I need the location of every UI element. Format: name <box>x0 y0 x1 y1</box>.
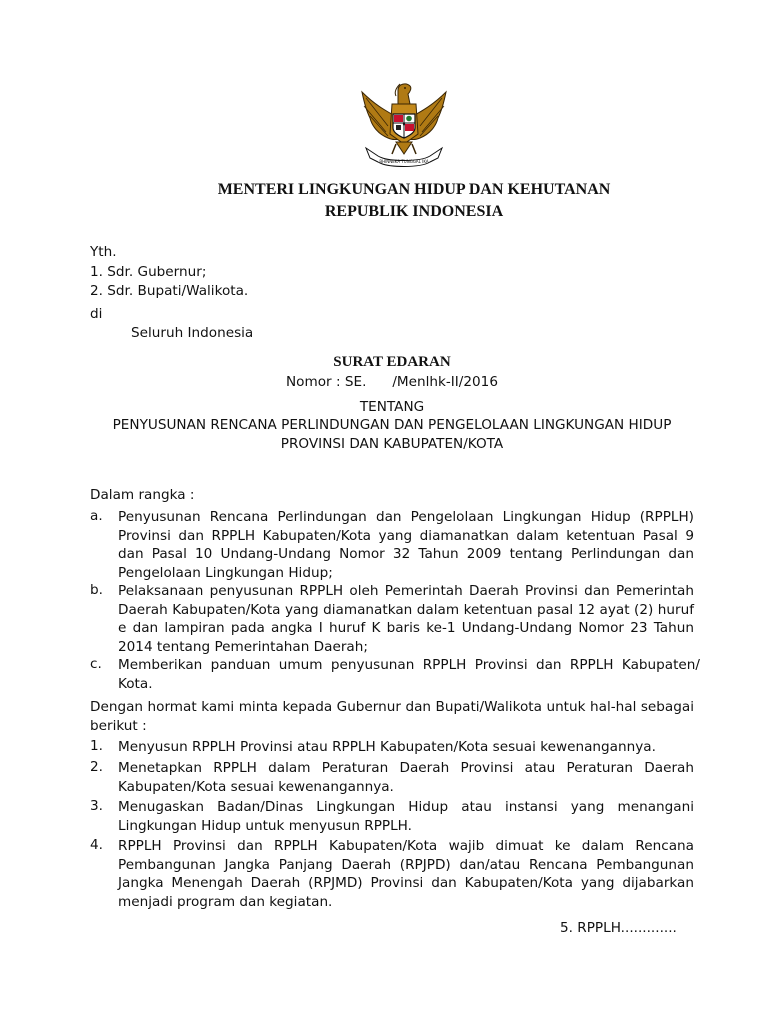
republic-title: REPUBLIK INDONESIA <box>324 203 504 220</box>
location-prefix: di <box>90 306 103 322</box>
document-number: Nomor : SE. /Menlhk-II/2016 <box>286 374 498 390</box>
garuda-pancasila-emblem <box>358 82 450 172</box>
salutation: Yth. <box>90 244 117 260</box>
instruction-text: Menetapkan RPPLH dalam Peraturan Daerah Provinsi atau Peraturan Daerah Kabupaten/Kota sesuai kewenangannya. <box>118 760 694 795</box>
instruction-marker: 3. <box>90 798 103 814</box>
consideration-text: Memberikan panduan umum penyusunan RPPLH Provinsi dan RPPLH Kabupaten/ Kota. <box>118 657 700 692</box>
page-continuation: 5. RPPLH............. <box>560 920 677 936</box>
location: Seluruh Indonesia <box>131 325 254 341</box>
subject-line-2: PROVINSI DAN KABUPATEN/KOTA <box>280 436 504 452</box>
ministry-title: MENTERI LINGKUNGAN HIDUP DAN KEHUTANAN <box>217 181 611 198</box>
recipient-governor: 1. Sdr. Gubernur; <box>90 264 207 280</box>
intro-text: Dalam rangka : <box>90 487 195 503</box>
consideration-marker: a. <box>90 508 103 524</box>
consideration-marker: c. <box>90 656 102 672</box>
emblem-motto: BHINNEKA TUNGGAL IKA <box>379 159 429 164</box>
instruction-text: RPPLH Provinsi dan RPPLH Kabupaten/Kota wajib dimuat ke dalam Rencana Pembangunan Jangka Panjang Daerah (RPJPD) dan/atau Rencana Pembangunan Jangka Menengah Daerah (RPJMD) Provinsi dan Kabupaten/Kota yang dijabarkan menjadi program dan kegiatan. <box>118 838 694 910</box>
instruction-text: Menugaskan Badan/Dinas Lingkungan Hidup atau instansi yang menangani Lingkungan Hidup untuk menyusun RPPLH. <box>118 799 694 834</box>
subject-line-1: PENYUSUNAN RENCANA PERLINDUNGAN DAN PENGELOLAAN LINGKUNGAN HIDUP <box>112 417 672 433</box>
consideration-text: Penyusunan Rencana Perlindungan dan Pengelolaan Lingkungan Hidup (RPPLH) Provinsi dan RPPLH Kabupaten/Kota yang diamanatkan dalam ketentuan Pasal 9 dan Pasal 10 Undang-Undang Nomor 32 Tahun 2009 tentang Perlindungan dan Pengelolaan Lingkungan Hidup; <box>118 509 694 581</box>
consideration-marker: b. <box>90 582 103 598</box>
instruction-marker: 4. <box>90 837 103 853</box>
about-label: TENTANG <box>359 399 425 415</box>
instruction-marker: 2. <box>90 759 103 775</box>
instruction-marker: 1. <box>90 738 103 754</box>
document-type: SURAT EDARAN <box>333 354 451 370</box>
consideration-text: Pelaksanaan penyusunan RPPLH oleh Pemerintah Daerah Provinsi dan Pemerintah Daerah Kabupaten/Kota yang diamanatkan dalam ketentuan pasal 12 ayat (2) huruf e dan lampiran pada angka I huruf K baris ke-1 Undang-Undang Nomor 23 Tahun 2014 tentang Pemerintahan Daerah; <box>118 583 694 655</box>
recipient-regent-mayor: 2. Sdr. Bupati/Walikota. <box>90 283 249 299</box>
instruction-text: Menyusun RPPLH Provinsi atau RPPLH Kabupaten/Kota sesuai kewenangannya. <box>118 739 656 755</box>
request-text: Dengan hormat kami minta kepada Gubernur dan Bupati/Walikota untuk hal-hal sebagai berikut : <box>90 699 694 734</box>
